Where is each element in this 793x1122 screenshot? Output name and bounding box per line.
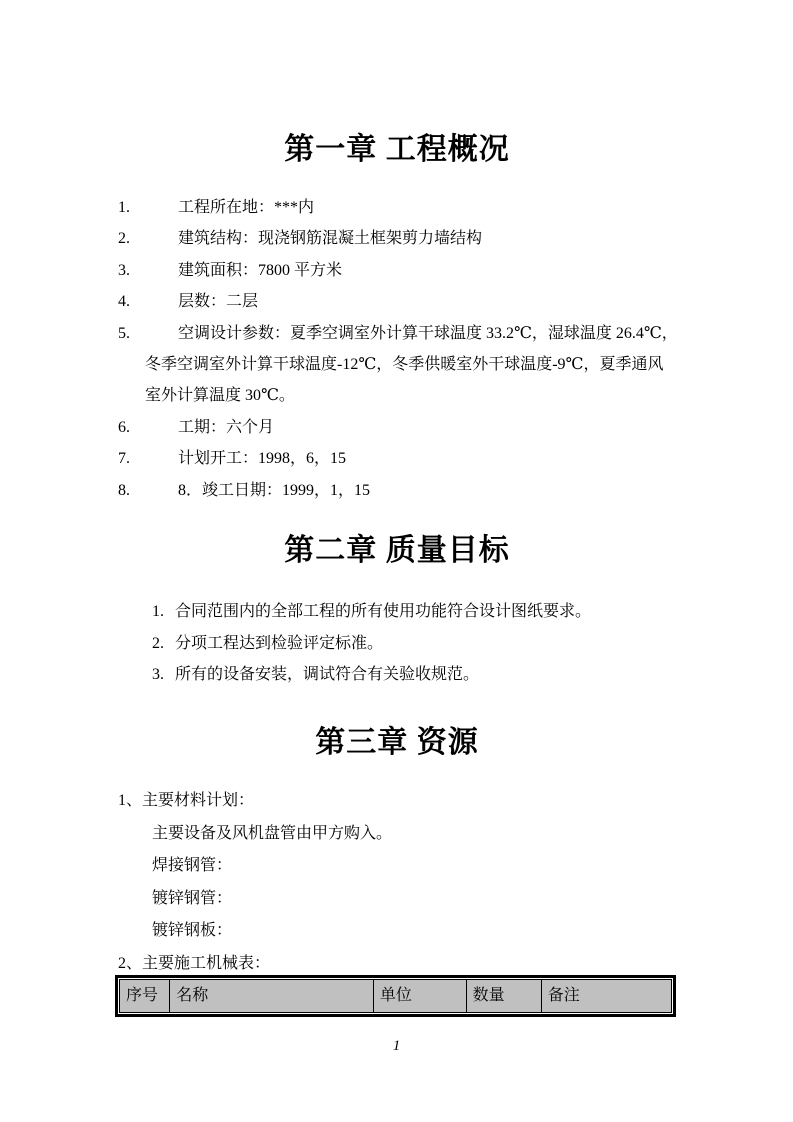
chapter-3-title: 第三章 资源: [315, 726, 479, 759]
item-text: 计划开工：1998，6，15: [178, 450, 347, 468]
list-item: [118, 596, 678, 628]
item-number: 2.: [118, 230, 130, 248]
item-number: 7.: [118, 450, 130, 468]
item-number: 1.: [152, 603, 164, 620]
item-number: 4.: [118, 293, 130, 311]
item-text: 8．竣工日期：1999，1，15: [178, 481, 371, 499]
chapter-3-content: [118, 785, 678, 981]
material-line: 焊接钢管：: [152, 857, 233, 875]
section-label: 2、主要施工机械表：: [118, 954, 271, 972]
item-text: 空调设计参数：夏季空调室外计算干球温度 33.2℃，湿球温度 26.4℃，: [178, 324, 678, 342]
item-number: 1.: [118, 199, 130, 216]
list-item: [118, 286, 678, 317]
table-header-cell: 序号: [120, 980, 170, 1013]
item-text: 分项工程达到检验评定标准。: [175, 634, 384, 652]
item-text: 工期：六个月: [178, 418, 275, 436]
list-item: [118, 318, 678, 349]
item-number: 5.: [118, 324, 130, 342]
item-text: 层数：二层: [178, 293, 259, 311]
item-text: 合同范围内的全部工程的所有使用功能符合设计图纸要求。: [175, 603, 592, 620]
material-line: 镀锌钢管：: [152, 889, 233, 907]
list-item: [118, 443, 678, 474]
table-header-cell: 备注: [541, 980, 671, 1013]
machinery-table: [119, 979, 672, 1013]
item-text: 所有的设备安装，调试符合有关验收规范。: [175, 666, 480, 683]
table-header-cell: 数量: [466, 980, 541, 1013]
machinery-table-border: [115, 975, 676, 1017]
chapter-2-title: 第二章 质量目标: [284, 534, 510, 567]
item-text: 工程所在地：***内: [178, 199, 315, 216]
list-item-continuation: 室外计算温度 30℃。: [145, 387, 295, 405]
item-text: 建筑结构：现浇钢筋混凝土框架剪力墙结构: [178, 230, 483, 248]
list-item: [118, 223, 678, 254]
list-item-continuation: 冬季空调室外计算干球温度-12℃，冬季供暖室外干球温度-9℃，夏季通风: [145, 355, 664, 373]
section-label: 1、主要材料计划：: [118, 792, 255, 809]
table-header-cell: 单位: [373, 980, 466, 1013]
item-number: 8.: [118, 481, 130, 499]
item-text: 建筑面积：7800 平方米: [178, 261, 343, 279]
list-item: [118, 628, 678, 660]
page-number: 1: [392, 1038, 401, 1054]
item-number: 6.: [118, 418, 130, 436]
list-item: [118, 412, 678, 443]
item-number: 3.: [118, 261, 130, 279]
list-item: [118, 255, 678, 286]
item-number: 3.: [152, 666, 164, 683]
item-number: 2.: [152, 634, 164, 652]
table-header-cell: 名称: [170, 980, 374, 1013]
chapter-1-title: 第一章 工程概况: [284, 133, 510, 166]
material-line: 镀锌钢板：: [152, 922, 233, 940]
list-item: [118, 192, 678, 223]
chapter-2-list: [118, 596, 678, 691]
material-line: 主要设备及风机盘管由甲方购入。: [152, 824, 393, 842]
chapter-1-list: [118, 192, 678, 506]
list-item: [118, 659, 678, 691]
list-item: [118, 475, 678, 506]
table-header-row: [120, 980, 672, 1013]
